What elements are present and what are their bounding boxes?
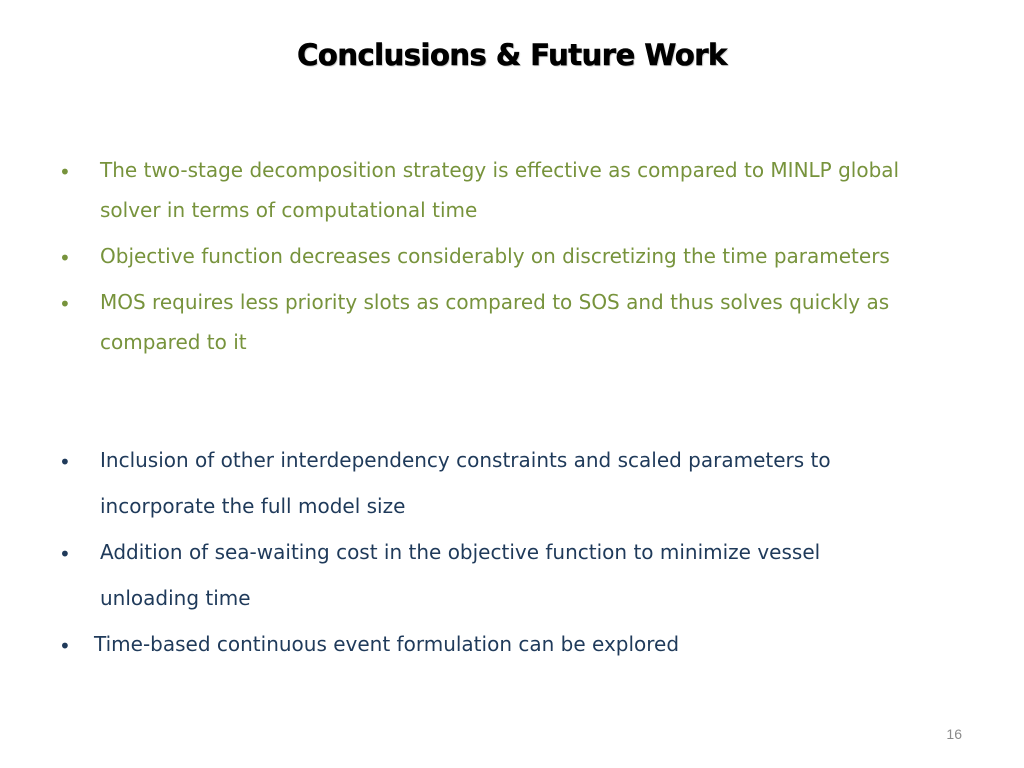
slide-title: Conclusions & Future Work [297, 38, 727, 72]
bullet-line: Addition of sea-waiting cost in the objective function to minimize vessel [100, 540, 821, 564]
bullet-text [100, 292, 980, 372]
bullet-line: solver in terms of computational time [100, 198, 478, 222]
bullet-text [100, 246, 980, 286]
bullet-line: Inclusion of other interdependency constraints and scaled parameters to [100, 448, 831, 472]
bullet-line: Objective function decreases considerably on discretizing the time parameters [100, 244, 890, 268]
bullet-line: incorporate the full model size [100, 494, 406, 518]
bullet-line: The two-stage decomposition strategy is effective as compared to MINLP global [100, 158, 900, 182]
bullet-dot: • [59, 450, 71, 474]
bullet-dot: • [59, 292, 71, 316]
bullet-line: MOS requires less priority slots as compared to SOS and thus solves quickly as [100, 290, 890, 314]
bullet-text [100, 160, 980, 240]
bullet-dot: • [59, 542, 71, 566]
bullet-line: Time-based continuous event formulation can be explored [94, 632, 680, 656]
bullet-dot: • [59, 246, 71, 270]
bullet-text [100, 542, 980, 628]
bullet-line: unloading time [100, 586, 251, 610]
bullet-dot: • [59, 634, 71, 658]
bullet-text [94, 634, 974, 674]
page-number: 16 [946, 726, 962, 742]
bullet-dot: • [59, 160, 71, 184]
bullet-line: compared to it [100, 330, 247, 354]
bullet-text [100, 450, 980, 536]
